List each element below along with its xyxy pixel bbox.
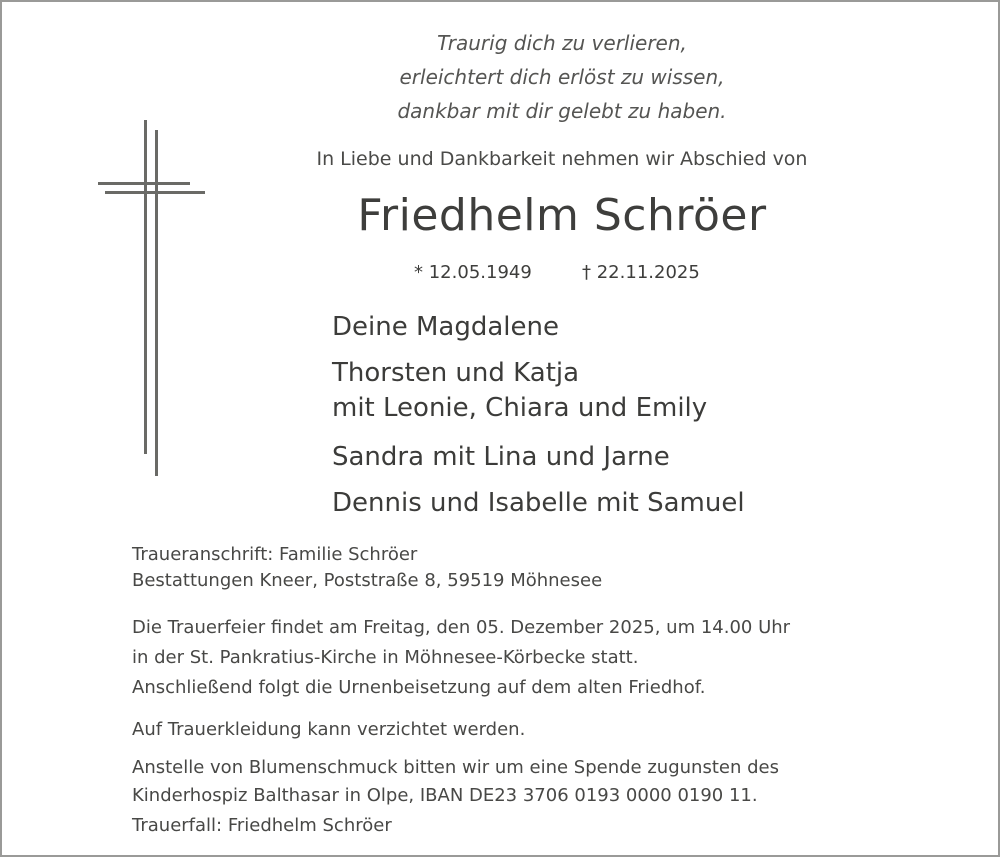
clothing-note: Auf Trauerkleidung kann verzichtet werden. xyxy=(132,719,526,740)
death-date xyxy=(582,262,700,283)
case-reference: Trauerfall: Friedhelm Schröer xyxy=(132,815,392,836)
deceased-name: Friedhelm Schröer xyxy=(357,190,767,241)
ceremony-line-3: Anschließend folgt die Urnenbeisetzung auf dem alten Friedhof. xyxy=(132,677,706,698)
birth-date xyxy=(414,262,532,283)
family-line-2: Thorsten und Katja xyxy=(332,358,580,388)
address-line-2: Bestattungen Kneer, Poststraße 8, 59519 Möhnesee xyxy=(132,570,603,591)
poem-line-1: Traurig dich zu verlieren, xyxy=(437,31,687,55)
family-line-1: Deine Magdalene xyxy=(332,312,559,342)
family-line-5: Dennis und Isabelle mit Samuel xyxy=(332,488,745,518)
ceremony-line-1: Die Trauerfeier findet am Freitag, den 05. Dezember 2025, um 14.00 Uhr xyxy=(132,617,791,638)
address-line-1: Traueranschrift: Familie Schröer xyxy=(132,544,418,565)
birth-symbol: * xyxy=(414,262,423,283)
death-symbol: † xyxy=(582,262,591,283)
birth-date-value: 12.05.1949 xyxy=(428,262,532,283)
poem-line-2: erleichtert dich erlöst zu wissen, xyxy=(399,65,725,89)
intro-text: In Liebe und Dankbarkeit nehmen wir Abschied von xyxy=(316,148,808,170)
death-date-value: 22.11.2025 xyxy=(596,262,700,283)
ceremony-line-2: in der St. Pankratius-Kirche in Möhnesee-Körbecke statt. xyxy=(132,647,639,668)
donation-line-2: Kinderhospiz Balthasar in Olpe, IBAN DE23 3706 0193 0000 0190 11. xyxy=(132,785,758,806)
family-line-3: mit Leonie, Chiara und Emily xyxy=(332,393,708,423)
donation-line-1: Anstelle von Blumenschmuck bitten wir um eine Spende zugunsten des xyxy=(132,757,779,778)
poem-line-3: dankbar mit dir gelebt zu haben. xyxy=(397,99,727,123)
family-line-4: Sandra mit Lina und Jarne xyxy=(332,442,670,472)
